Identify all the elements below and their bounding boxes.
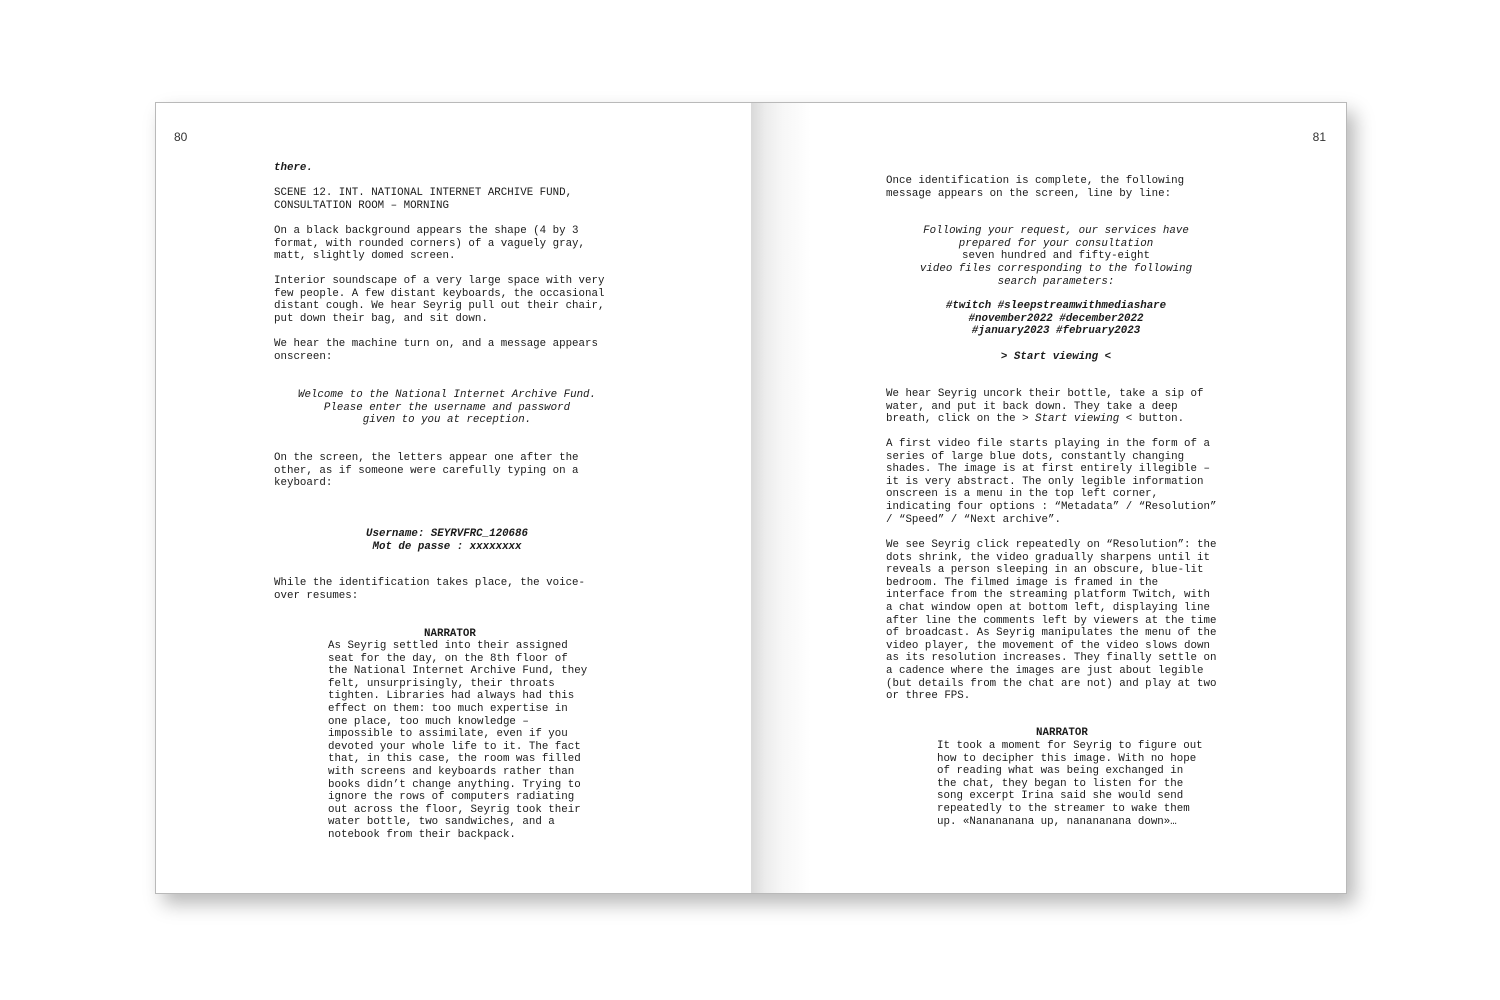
paragraph-first-video: A first video file starts playing in the form of a series of large blue dots, constantly changing shades. The image is at first entirely illegible – it is very abstract. The only legible information onscreen is a menu in the top left corner, indicating four options : “Metadata” / “Resolution” / “Speed” / “Next archive”. [886, 438, 1217, 526]
screen-message-request: Following your request, our services have prepared for your consultation [923, 225, 1189, 250]
narrator-text-right: It took a moment for Seyrig to figure out how to decipher this image. With no hope of reading what was being exchanged in the chat, they began to listen for the song excerpt Irina said she would send repeatedly to the streamer to wake them up. «Nanananana up, nanananana down»… [937, 740, 1203, 828]
welcome-message: Welcome to the National Internet Archive Fund. Please enter the username and password given to you at reception. [297, 389, 597, 427]
paragraph-black-background: On a black background appears the shape (4 by 3 format, with rounded corners) of a vaguely gray, matt, slightly domed screen. [274, 225, 586, 263]
paragraph-soundscape: Interior soundscape of a very large space with very few people. A few distant keyboards, the occasional distant cough. We hear Seyrig pull out their chair, put down their bag, and sit down. [274, 275, 605, 325]
paragraph-letters-appear: On the screen, the letters appear one after the other, as if someone were carefully typing on a keyboard: [274, 452, 579, 490]
left-page [155, 102, 751, 894]
right-page [751, 102, 1347, 894]
search-hashtags: #twitch #sleepstreamwithmediashare #november2022 #december2022 #january2023 #february2023 [945, 300, 1167, 338]
book-spread [155, 102, 1347, 894]
paragraph-identification-complete: Once identification is complete, the following message appears on the screen, line by line: [886, 175, 1185, 200]
start-viewing-inline: > Start viewing < [1022, 413, 1133, 426]
page-number-left: 80 [174, 130, 188, 144]
page-number-right: 81 [1312, 130, 1326, 144]
paragraph-identification: While the identification takes place, the voice- over resumes: [274, 577, 586, 602]
start-viewing-prompt: > Start viewing < [1000, 351, 1112, 363]
narrator-label-left: NARRATOR [424, 628, 476, 640]
scene-heading: SCENE 12. INT. NATIONAL INTERNET ARCHIVE FUND, CONSULTATION ROOM – MORNING [274, 187, 573, 212]
credentials: Username: SEYRVFRC_120686 Mot de passe : xxxxxxxx [366, 528, 528, 553]
paragraph-there: there. [274, 162, 313, 174]
paragraph-machine-on: We hear the machine turn on, and a message appears onscreen: [274, 338, 598, 363]
screen-message-parameters: video files corresponding to the following search parameters: [919, 263, 1193, 288]
narrator-label-right: NARRATOR [1036, 727, 1088, 739]
paragraph-uncork-text: We hear Seyrig uncork their bottle, take a sip of water, and put it back down. They take a deep breath, click on the [886, 388, 1204, 426]
screen-message-count: seven hundred and fifty-eight [962, 250, 1150, 262]
paragraph-resolution: We see Seyrig click repeatedly on “Resolution”: the dots shrink, the video gradually sharpens until it reveals a person sleeping in an obscure, blue-lit bedroom. The filmed image is framed in the interface from the streaming platform Twitch, with a chat window open at bottom left, displaying line after line the comments left by viewers at the time of broadcast. As Seyrig manipulates the menu of the video player, the movement of the video slows down as its resolution increases. They finally settle on a cadence where the images are just about legible (but details from the chat are not) and play at two or three FPS. [886, 539, 1217, 703]
paragraph-uncork-end: button. [1132, 413, 1185, 426]
paragraph-uncork-bottle [886, 388, 1203, 426]
narrator-text-left: As Seyrig settled into their assigned seat for the day, on the 8th floor of the National Internet Archive Fund, they felt, unsurprisingly, their throats tighten. Libraries had always had this effect on them: too much expertise in one place, too much knowledge – impossible to assimilate, even if you devoted your whole life to it. The fact that, in this case, the room was filled with screens and keyboards rather than books didn’t change anything. Trying to ignore the rows of computers radiating out across the floor, Seyrig took their water bottle, two sandwiches, and a notebook from their backpack. [328, 640, 588, 841]
